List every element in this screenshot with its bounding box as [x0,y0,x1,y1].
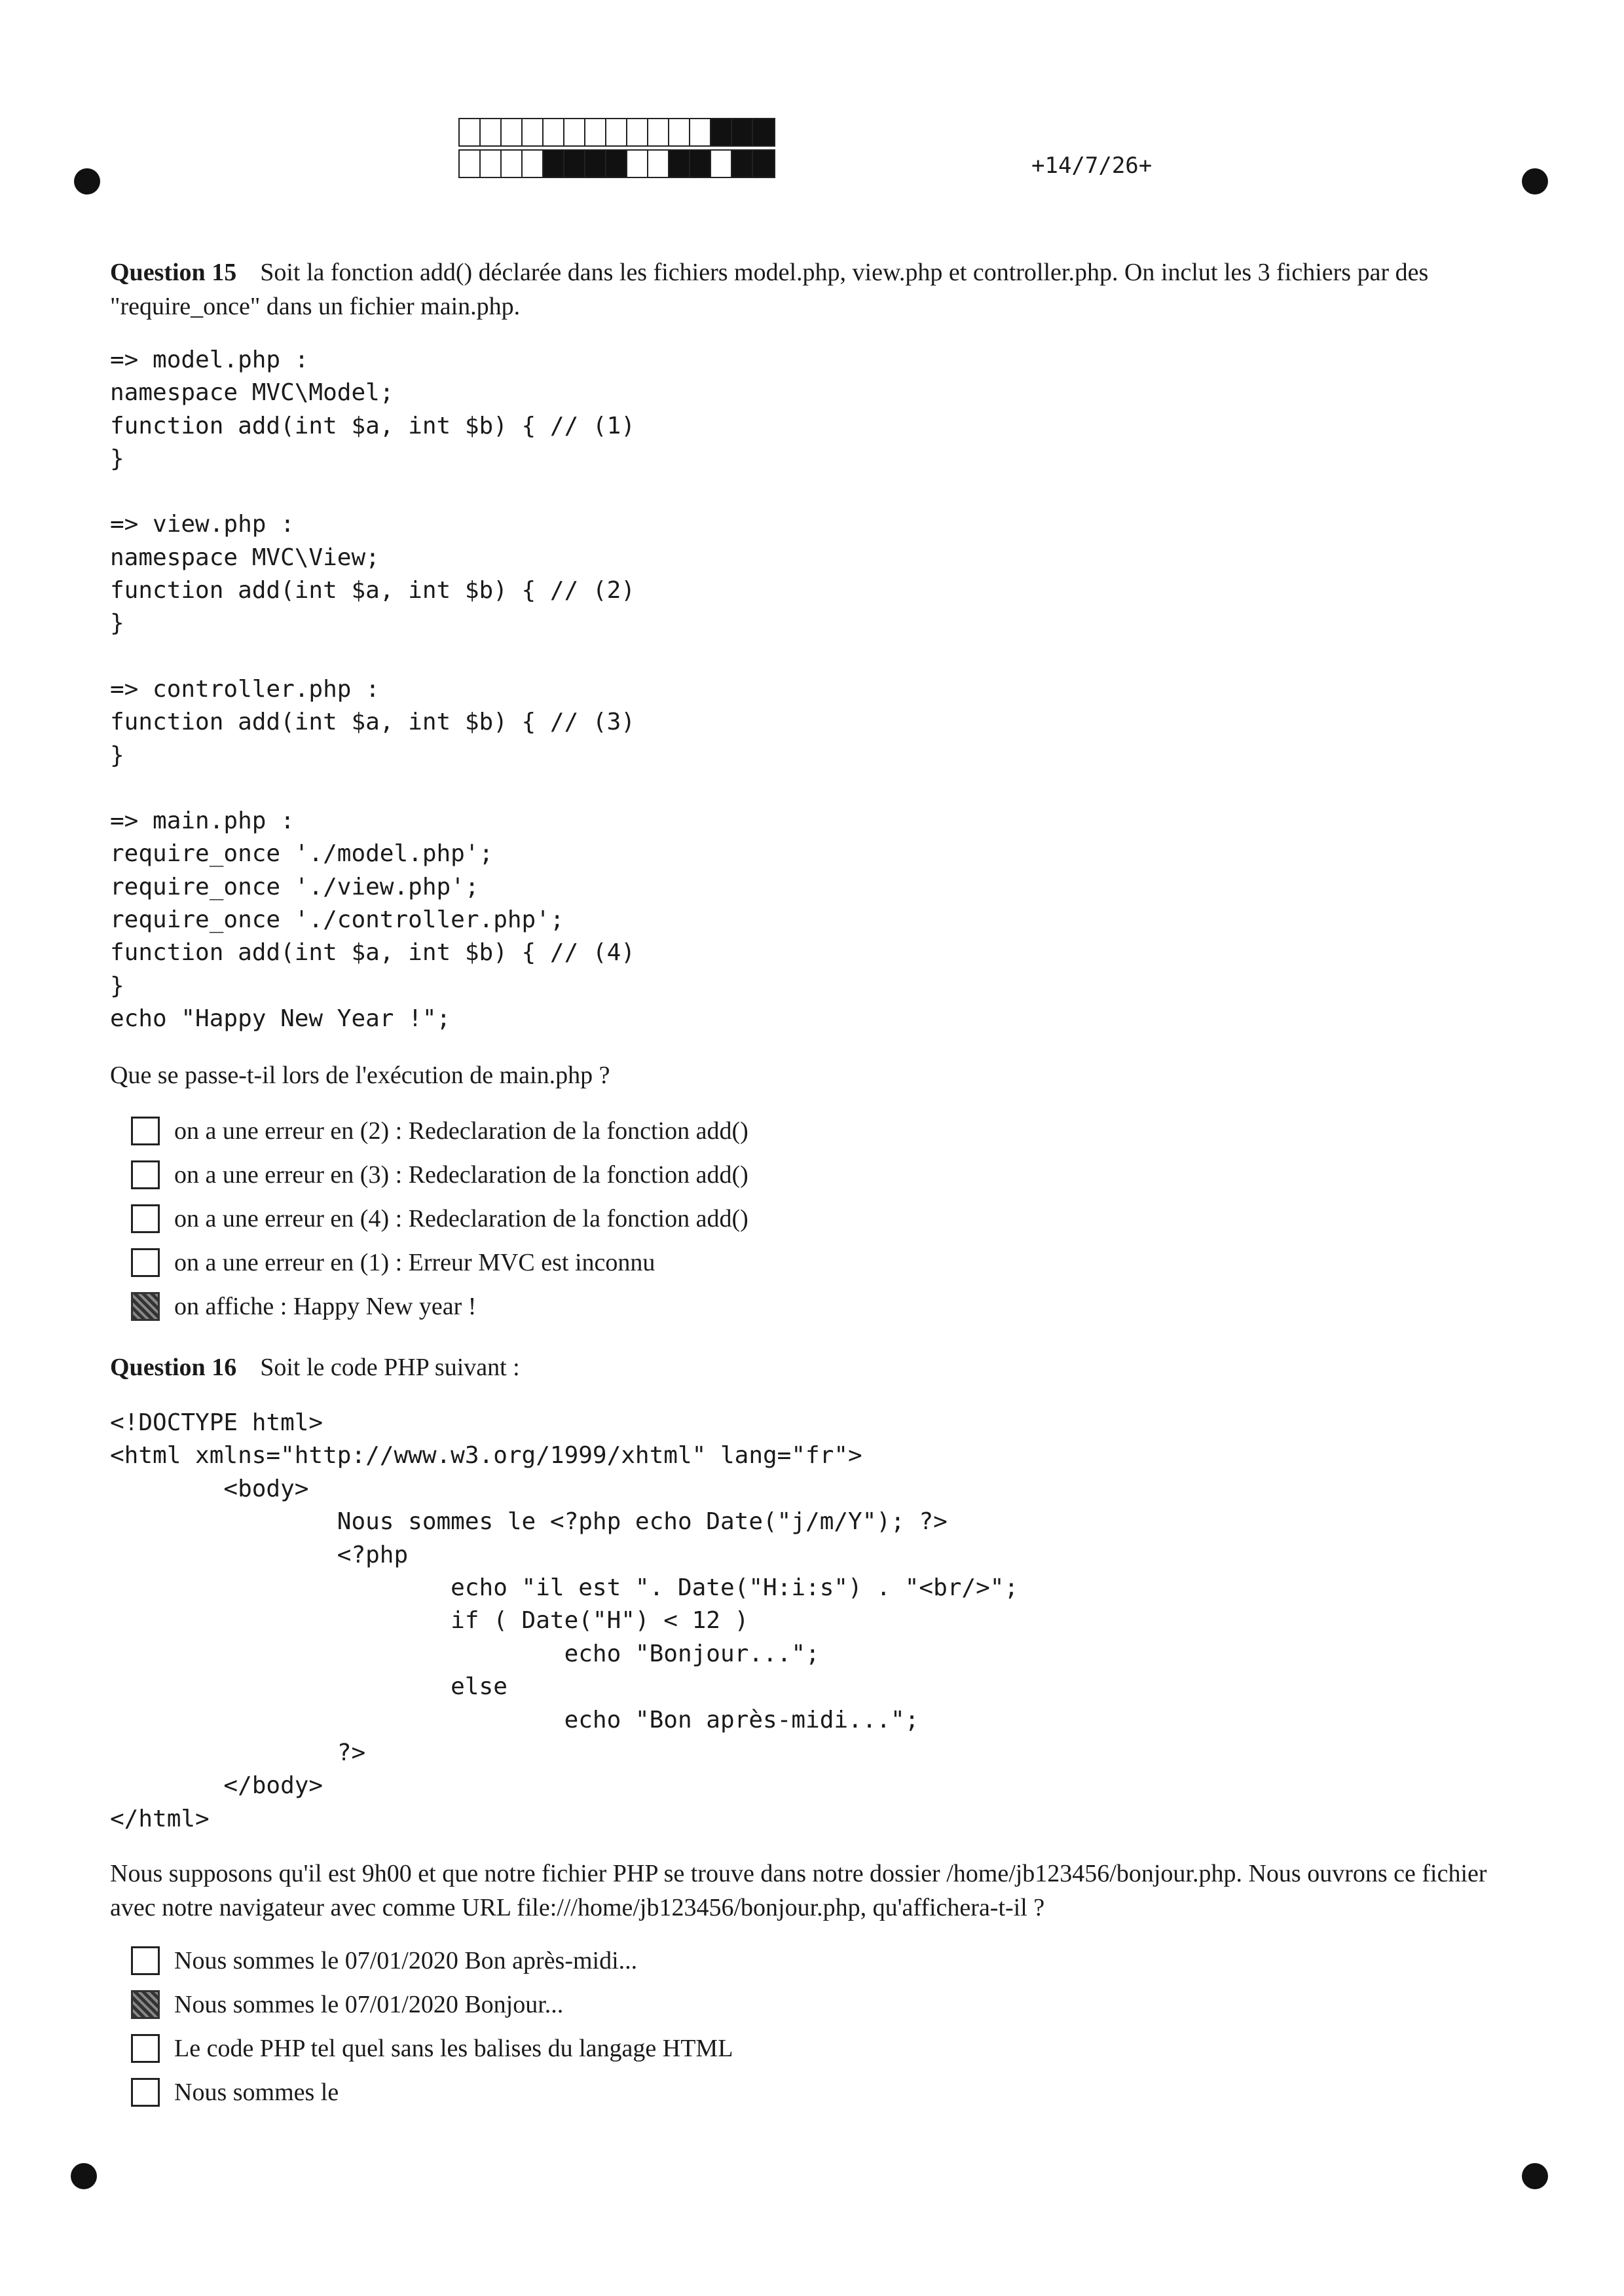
answer-label: Le code PHP tel quel sans les balises du langage HTML [174,2034,733,2062]
code-block-q16: <!DOCTYPE html> <html xmlns="http://www.w3.org/1999/xhtml" lang="fr"> <body> Nous sommes le <?php echo Date("j/m/Y"); ?> <?php echo "il est ". Date("H:i:s") . "<br/>"; if ( Date("H") < 12 ) echo "Bonjour..."; else echo "Bon après-midi..."; ?> </body> </html> [110,1409,1019,1832]
barcode-cell [585,119,606,145]
answers-q15 [131,1109,748,1328]
answer-label: Nous sommes le [174,2078,339,2106]
barcode-row-2 [458,149,775,178]
barcode-cell [732,119,753,145]
answer-option[interactable] [131,1938,733,1982]
barcode-cell [544,151,564,177]
registration-mark-top-right [1522,168,1548,194]
barcode-cell [481,151,502,177]
barcode-cell [690,119,711,145]
checkbox[interactable] [131,1248,160,1277]
answer-label: Nous sommes le 07/01/2020 Bon après-midi... [174,1946,638,1974]
answer-option[interactable] [131,1153,748,1196]
barcode-cell [460,119,481,145]
answer-option[interactable] [131,1982,733,2026]
barcode-cell [669,119,690,145]
barcode-cell [711,119,732,145]
barcode-cell [627,151,648,177]
barcode-cell [564,151,585,177]
barcode-cell [648,151,669,177]
question-16 [110,1350,1518,1384]
barcode-cell [460,151,481,177]
barcode-cell [606,151,627,177]
registration-mark-top-left [74,168,100,194]
barcode-cell [606,119,627,145]
checkbox[interactable] [131,1160,160,1189]
barcode-cell [481,119,502,145]
checked-checkbox[interactable] [131,1990,160,2019]
answer-option[interactable] [131,1109,748,1153]
question-number: Question 16 [110,1354,237,1381]
barcode-cell [523,119,544,145]
barcode-cell [523,151,544,177]
answers-q16 [131,1938,733,2114]
question-text: Soit le code PHP suivant : [260,1354,520,1381]
question-text: Soit la fonction add() déclarée dans les fichiers model.php, view.php et controller.php. On inclut les 3 fichiers par des "require_once" dans un fichier main.php. [110,259,1429,320]
barcode-cell [753,119,774,145]
registration-mark-bottom-right [1522,2163,1548,2189]
barcode-cell [544,119,564,145]
question-prompt: Que se passe-t-il lors de l'exécution de main.php ? [110,1062,610,1089]
answer-option[interactable] [131,1196,748,1240]
answer-label: on a une erreur en (3) : Redeclaration de la fonction add() [174,1160,748,1189]
barcode-cell [502,151,523,177]
answer-option[interactable] [131,2070,733,2114]
barcode-cell [732,151,753,177]
answer-label: on a une erreur en (4) : Redeclaration de la fonction add() [174,1204,748,1232]
code-block-q15: => model.php : namespace MVC\Model; function add(int $a, int $b) { // (1) } => view.php : namespace MVC\View; function add(int $a, int $b) { // (2) } => controller.php : function add(int $a, int $b) { // (3) } => main.php : require_once './model.php'; require_once './view.php'; require_once './controller.php'; function add(int $a, int $b) { // (4) } echo "Happy New Year !"; [110,346,635,1032]
barcode-cell [669,151,690,177]
answer-label: on a une erreur en (1) : Erreur MVC est inconnu [174,1248,655,1276]
checked-checkbox[interactable] [131,1292,160,1321]
checkbox[interactable] [131,1117,160,1145]
barcode-cell [585,151,606,177]
barcode-cell [648,119,669,145]
checkbox[interactable] [131,1204,160,1233]
answer-label: Nous sommes le 07/01/2020 Bonjour... [174,1990,564,2018]
question-number: Question 15 [110,259,237,286]
barcode-cell [753,151,774,177]
barcode-cell [690,151,711,177]
checkbox[interactable] [131,2078,160,2107]
checkbox[interactable] [131,2034,160,2063]
question-prompt: Nous supposons qu'il est 9h00 et que notre fichier PHP se trouve dans notre dossier /home/jb123456/bonjour.php. Nous ouvrons ce fichier avec notre navigateur avec comme URL file:///home/jb123456/bonjour.php, qu'affichera-t-il ? [110,1860,1487,1921]
barcode-cell [502,119,523,145]
barcode-cell [711,151,732,177]
checkbox[interactable] [131,1946,160,1975]
question-15 [110,255,1518,324]
answer-option[interactable] [131,1240,748,1284]
barcode-cell [627,119,648,145]
barcode-cell [564,119,585,145]
registration-mark-bottom-left [71,2163,97,2189]
answer-option[interactable] [131,2026,733,2070]
barcode-row-1 [458,118,775,147]
page-id: +14/7/26+ [1031,153,1153,179]
answer-label: on affiche : Happy New year ! [174,1292,477,1320]
answer-label: on a une erreur en (2) : Redeclaration de la fonction add() [174,1117,748,1145]
answer-option[interactable] [131,1284,748,1328]
